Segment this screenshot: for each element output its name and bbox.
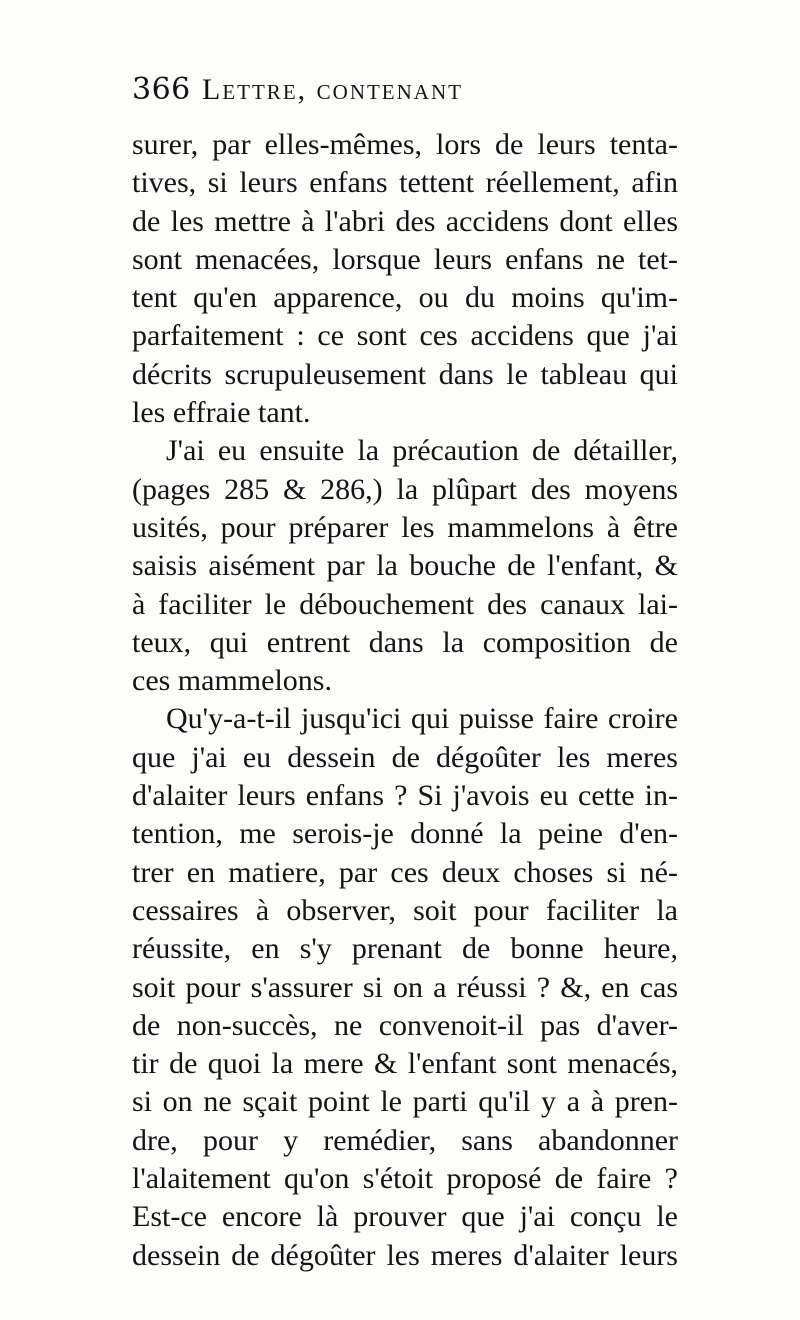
text-line: tent qu'en apparence, ou du moins qu'im- [132, 281, 678, 315]
page-number: 366 [132, 72, 191, 107]
text-line: tention, me serois-je donné la peine d'en- [132, 817, 678, 851]
body-text [132, 126, 678, 1275]
text-line: tir de quoi la mere & l'enfant sont menacés, [132, 1047, 678, 1081]
text-line: tives, si leurs enfans tettent réellement, afin [132, 166, 678, 200]
text-line: saisis aisément par la bouche de l'enfant, & [132, 549, 678, 583]
text-line: J'ai eu ensuite la précaution de détailler, [166, 434, 678, 468]
text-line: dessein de dégoûter les meres d'alaiter leurs [132, 1238, 678, 1272]
text-line: à faciliter le débouchement des canaux lai- [132, 587, 678, 621]
text-line: parfaitement : ce sont ces accidens que j'ai [132, 319, 678, 353]
text-line: Est-ce encore là prouver que j'ai conçu le [132, 1200, 678, 1234]
page-header [132, 72, 678, 126]
text-line: trer en matiere, par ces deux choses si né- [132, 855, 678, 889]
text-line: usités, pour préparer les mammelons à être [132, 510, 678, 544]
text-line: cessaires à observer, soit pour faciliter la [132, 893, 678, 927]
text-line: ces mammelons. [132, 664, 332, 698]
text-line: soit pour s'assurer si on a réussi ? &, en cas [132, 970, 678, 1004]
text-line: que j'ai eu dessein de dégoûter les meres [132, 740, 678, 774]
book-page [132, 72, 678, 1275]
text-line: surer, par elles-mêmes, lors de leurs tenta- [132, 128, 678, 161]
text-line: si on ne sçait point le parti qu'il y a à pren- [132, 1085, 678, 1119]
text-line: les effraie tant. [132, 396, 311, 430]
text-line: sont menacées, lorsque leurs enfans ne tet- [132, 242, 678, 276]
text-line: Qu'y-a-t-il jusqu'ici qui puisse faire croire [166, 702, 678, 736]
text-line: décrits scrupuleusement dans le tableau qui [132, 357, 678, 391]
text-line: l'alaitement qu'on s'étoit proposé de faire ? [132, 1162, 678, 1196]
text-line: d'alaiter leurs enfans ? Si j'avois eu cette in- [132, 779, 678, 813]
text-line: de les mettre à l'abri des accidens dont elles [132, 204, 678, 238]
text-line: teux, qui entrent dans la composition de [132, 625, 678, 659]
text-line: réussite, en s'y prenant de bonne heure, [132, 932, 678, 966]
text-line: (pages 285 & 286,) la plûpart des moyens [132, 472, 678, 506]
text-line: dre, pour y remédier, sans abandonner [132, 1123, 678, 1157]
text-line: de non-succès, ne convenoit-il pas d'aver- [132, 1008, 678, 1042]
running-head: Lettre, contenant [202, 73, 463, 106]
